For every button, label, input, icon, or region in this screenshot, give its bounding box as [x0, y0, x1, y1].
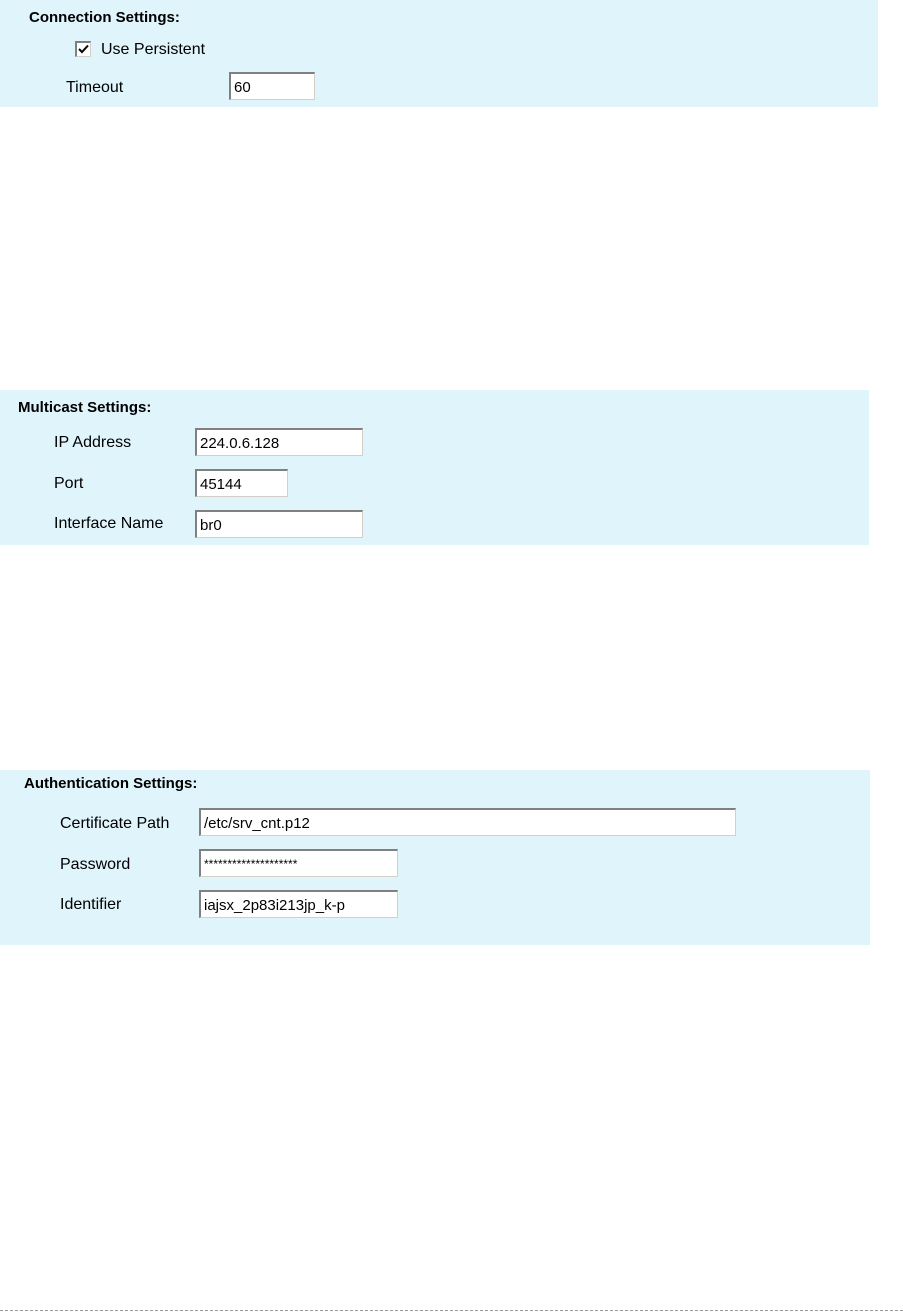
use-persistent-label: Use Persistent [101, 41, 206, 58]
port-input[interactable] [195, 469, 288, 497]
password-label: Password [60, 856, 131, 873]
multicast-settings-title: Multicast Settings: [18, 399, 152, 416]
certificate-path-input[interactable] [199, 808, 736, 836]
connection-settings-panel [0, 0, 878, 107]
identifier-label: Identifier [60, 896, 122, 913]
interface-name-label: Interface Name [54, 515, 164, 532]
multicast-settings-panel [0, 390, 869, 545]
password-input[interactable] [199, 849, 398, 877]
timeout-label: Timeout [66, 79, 124, 96]
timeout-input[interactable] [229, 72, 315, 100]
interface-name-input[interactable] [195, 510, 363, 538]
use-persistent-checkbox[interactable] [75, 41, 91, 57]
ip-address-input[interactable] [195, 428, 363, 456]
authentication-settings-panel [0, 770, 870, 945]
ip-address-label: IP Address [54, 434, 132, 451]
authentication-settings-title: Authentication Settings: [24, 775, 198, 792]
connection-settings-title: Connection Settings: [29, 9, 180, 26]
identifier-input[interactable] [199, 890, 398, 918]
checkmark-icon [77, 43, 90, 56]
footer-divider [0, 1310, 903, 1311]
certificate-path-label: Certificate Path [60, 815, 170, 832]
port-label: Port [54, 475, 84, 492]
